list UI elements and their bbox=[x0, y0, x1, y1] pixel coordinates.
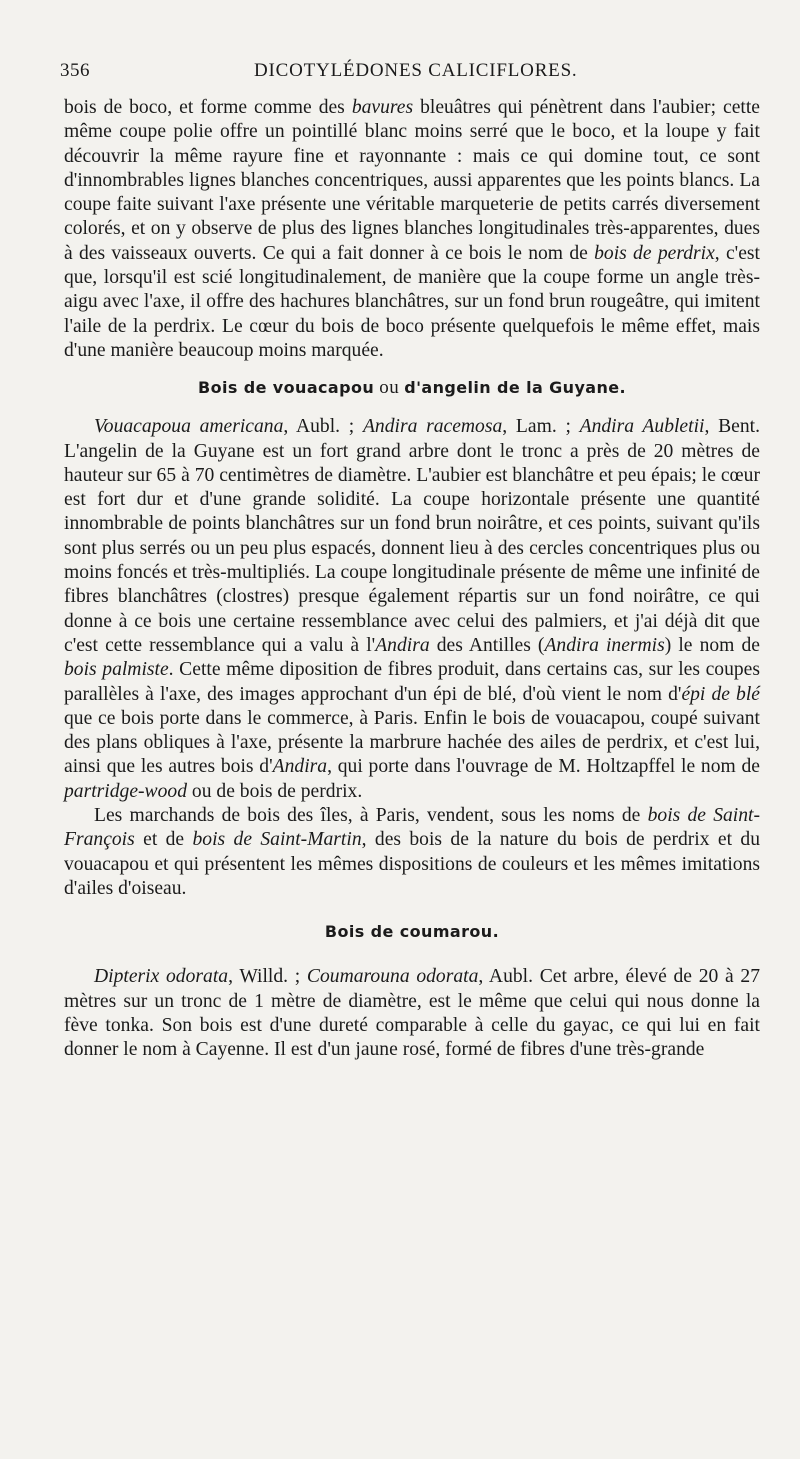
text-run: , c'est que, lorsqu'il est scié longitudinalement, de manière que la coupe forme un angle très-aigu avec l'axe, il offre des hachures blanchâtres, sur un fond brun rougeâtre, qui imitent l'aile de la perdrix. Le cœur du bois de boco présente quelquefois le même effet, mais d'une manière beaucoup moins marquée. bbox=[64, 242, 760, 361]
species-name: Vouacapoua americana bbox=[94, 416, 284, 438]
species-name: Andira inermis bbox=[544, 634, 665, 656]
body-text bbox=[64, 96, 760, 1062]
paragraph-coumarou bbox=[64, 965, 760, 1062]
paragraph-vouacapou bbox=[64, 415, 760, 804]
text-run: et de bbox=[134, 829, 193, 851]
text-run: , Aubl. Cet arbre, élevé de 20 à 27 mètres sur un tronc de 1 mètre de diamètre, est le même que celui qui nous donne la fève tonka. Son bois est d'une dureté comparable à celle du gayac, ce qui lui en fait donner le nom à Cayenne. Il est d'un jaune rosé, formé de fibres d'une très-grande bbox=[64, 966, 761, 1061]
paragraph-marchands bbox=[64, 804, 760, 901]
italic-term: bois de Saint-Martin bbox=[192, 829, 362, 851]
text-run: bleuâtres qui pénètrent dans l'aubier; cette même coupe polie offre un pointillé blanc moins serré que le boco, et la loupe y fait découvrir la même rayure fine et rayonnante : mais ce qui domine tout, ce sont d'innombrables lignes blanches concentriques, aussi apparentes que les points blancs. La coupe faite suivant l'axe présente une véritable marqueterie de petits carrés diversement colorés, et on y observe de plus des lignes blanches longitudinales très-apparentes, dues à des vaisseaux ouverts. Ce qui a fait donner à ce bois le nom de bbox=[64, 97, 760, 264]
text-run: , Bent. L'angelin de la Guyane est un fort grand arbre dont le tronc a près de 20 mètres de hauteur sur 65 à 70 centimètres de diamètre. L'aubier est blanchâtre et peu épais; le cœur est fort dur et d'une grande solidité. La coupe horizontale présente une quantité innombrable de points blanchâtres sur un fond brun noirâtre, et ces points, suivant qu'ils sont plus serrés ou un peu plus espacés, donnent lieu à des cercles concentriques plus ou moins foncés et très-multipliés. La coupe longitudinale présente de même une infinité de fibres blanchâtres (clostres) presque également répartis sur un fond noirâtre, ce qui donne à ce bois une certaine ressemblance avec celui des palmiers, et j'ai déjà dit que c'est cette ressemblance qui a valu à l' bbox=[64, 416, 760, 656]
text-run: des Antilles ( bbox=[429, 634, 545, 656]
text-run: bois de boco, et forme comme des bbox=[64, 97, 352, 118]
chapter-title: DICOTYLÉDONES CALICIFLORES. bbox=[254, 60, 578, 81]
italic-term: bois de Saint-François bbox=[64, 805, 760, 851]
paragraph-boco-continued bbox=[64, 96, 760, 363]
italic-term: Andira bbox=[272, 756, 328, 778]
species-name: Coumarouna odorata bbox=[306, 966, 479, 988]
text-run: , des bois de la nature du bois de perdrix et du vouacapou et qui présentent les mêmes dispositions de couleurs et les mêmes imitations d'ailes d'oiseau. bbox=[64, 829, 760, 899]
italic-term: bois de perdrix bbox=[594, 242, 715, 264]
text-run: ou de bois de perdrix. bbox=[187, 780, 363, 802]
italic-term: épi de blé bbox=[681, 683, 760, 705]
text-run: ) le nom de bbox=[664, 634, 760, 656]
running-head bbox=[60, 56, 760, 84]
text-run: , Lam. ; bbox=[502, 416, 580, 438]
heading-part: Bois de vouacapou bbox=[197, 378, 375, 398]
text-run: , Willd. ; bbox=[228, 966, 307, 988]
text-run: Les marchands de bois des îles, à Paris, vendent, sous les noms de bbox=[94, 805, 648, 827]
italic-term: bois palmiste bbox=[64, 659, 169, 681]
italic-term: bavures bbox=[351, 97, 414, 118]
heading-part: d'angelin de la Guyane. bbox=[404, 378, 627, 398]
species-name: Andira Aubletii bbox=[579, 416, 705, 438]
species-name: Andira racemosa bbox=[362, 416, 503, 438]
section-heading-vouacapou bbox=[64, 377, 760, 399]
text-run: que ce bois porte dans le commerce, à Paris. Enfin le bois de vouacapou, coupé suivant des plans obliques à l'axe, présente la marbrure hachée des ailes de perdrix, et c'est lui, ainsi que les autres bois d' bbox=[64, 707, 760, 778]
text-run: , qui porte dans l'ouvrage de M. Holtzapffel le nom de bbox=[327, 756, 760, 778]
italic-term: Andira bbox=[375, 634, 430, 656]
italic-term: partridge-wood bbox=[64, 780, 188, 802]
section-heading-coumarou bbox=[64, 921, 760, 943]
heading-part: Bois de coumarou. bbox=[324, 922, 500, 942]
text-run: , Aubl. ; bbox=[283, 416, 363, 438]
text-run: . Cette même diposition de fibres produit, dans certains cas, sur les coupes parallèles à l'axe, des images approchant d'un épi de blé, d'où vient le nom d' bbox=[64, 659, 760, 705]
species-name: Dipterix odorata bbox=[94, 966, 229, 988]
page-number: 356 bbox=[60, 60, 90, 81]
heading-part: ou bbox=[374, 377, 405, 399]
